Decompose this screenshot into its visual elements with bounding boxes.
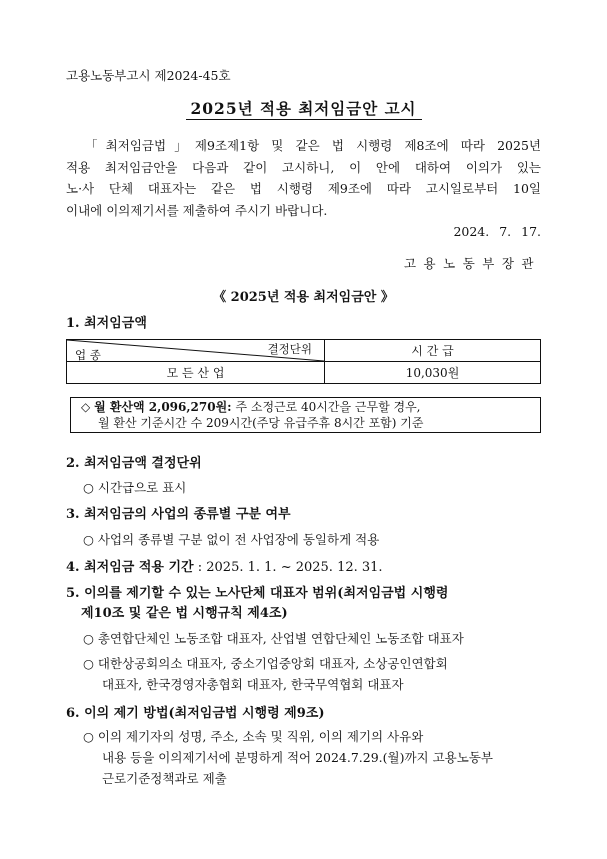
section-4-title: 4. 최저임금 적용 기간: [66, 560, 194, 575]
intro-line: 노·사 단체 대표자는 같은 법 시행령 제9조에 따라 고시일로부터 10일: [66, 181, 541, 196]
section-5-bullet-2: [83, 653, 448, 695]
issuer-name: 고용노동부장관: [403, 256, 541, 271]
section-4-heading: [66, 556, 383, 575]
bullet-line: 근로기준정책과로 제출: [102, 771, 227, 786]
bullet-line: ○ 대한상공회의소 대표자, 중소기업중앙회 대표자, 소상공인연합회: [83, 656, 448, 671]
notice-number: 고용노동부고시 제2024-45호: [66, 68, 231, 83]
diamond-icon: ◇: [81, 400, 91, 414]
header-diagonal-cell: [67, 340, 325, 362]
section-3-heading: 3. 최저임금의 사업의 종류별 구분 여부: [66, 507, 291, 522]
header-industry-label: 업 종: [75, 348, 101, 362]
monthly-conversion-note: [70, 397, 541, 433]
section-3-bullet: ○ 사업의 종류별 구분 없이 전 사업장에 동일하게 적용: [83, 532, 380, 547]
section-6-heading: 6. 이의 제기 방법(최저임금법 시행령 제9조): [66, 706, 325, 721]
header-wage-label: 시 간 급: [325, 340, 541, 362]
intro-line: 「최저임금법」제9조제1항 및 같은 법 시행령 제8조에 따라 2025년: [85, 138, 541, 153]
table-row: [67, 362, 541, 384]
table-header-row: [67, 340, 541, 362]
bullet-line: 내용 등을 이의제기서에 분명하게 적어 2024.7.29.(월)까지 고용노동부: [102, 750, 493, 765]
row-industry: 모 든 산 업: [67, 362, 325, 384]
application-period: : 2025. 1. 1. ~ 2025. 12. 31.: [193, 560, 383, 575]
document-title: 2025년 적용 최저임금안 고시: [190, 99, 417, 118]
bullet-line: ○ 이의 제기자의 성명, 주소, 소속 및 직위, 이의 제기의 사유와: [83, 729, 424, 744]
section-5-bullet-1: ○ 총연합단체인 노동조합 대표자, 산업별 연합단체인 노동조합 대표자: [83, 631, 464, 646]
note-text: 주 소정근로 40시간을 근무할 경우,: [231, 400, 421, 414]
intro-line: 이내에 이의제기서를 제출하여 주시기 바랍니다.: [66, 202, 328, 218]
plan-title: 《 2025년 적용 최저임금안 》: [213, 290, 394, 305]
notice-date: 2024. 7. 17.: [453, 224, 541, 239]
minimum-wage-table: [66, 339, 541, 384]
section-1-heading: 1. 최저임금액: [66, 316, 147, 331]
section-2-bullet: ○ 시간급으로 표시: [83, 480, 187, 495]
section-6-bullet: [83, 726, 493, 789]
intro-paragraph: [66, 135, 541, 221]
note-line-2: 월 환산 기준시간 수 209시간(주당 유급주휴 8시간 포함) 기준: [98, 416, 424, 430]
row-wage: 10,030원: [325, 362, 541, 384]
note-bold-text: 월 환산액 2,096,270원:: [94, 400, 232, 414]
header-unit-label: 결정단위: [267, 342, 312, 356]
section-5-heading-line-2: 제10조 및 같은 법 시행규칙 제4조): [81, 606, 288, 621]
section-2-heading: 2. 최저임금액 결정단위: [66, 456, 202, 471]
intro-line: 적용 최저임금안을 다음과 같이 고시하니, 이 안에 대하여 이의가 있는: [66, 159, 541, 175]
title-underline: [186, 119, 422, 120]
bullet-line: 대표자, 한국경영자총협회 대표자, 한국무역협회 대표자: [102, 677, 404, 692]
section-5-heading-line-1: 5. 이의를 제기할 수 있는 노사단체 대표자 범위(최저임금법 시행령: [66, 586, 449, 601]
